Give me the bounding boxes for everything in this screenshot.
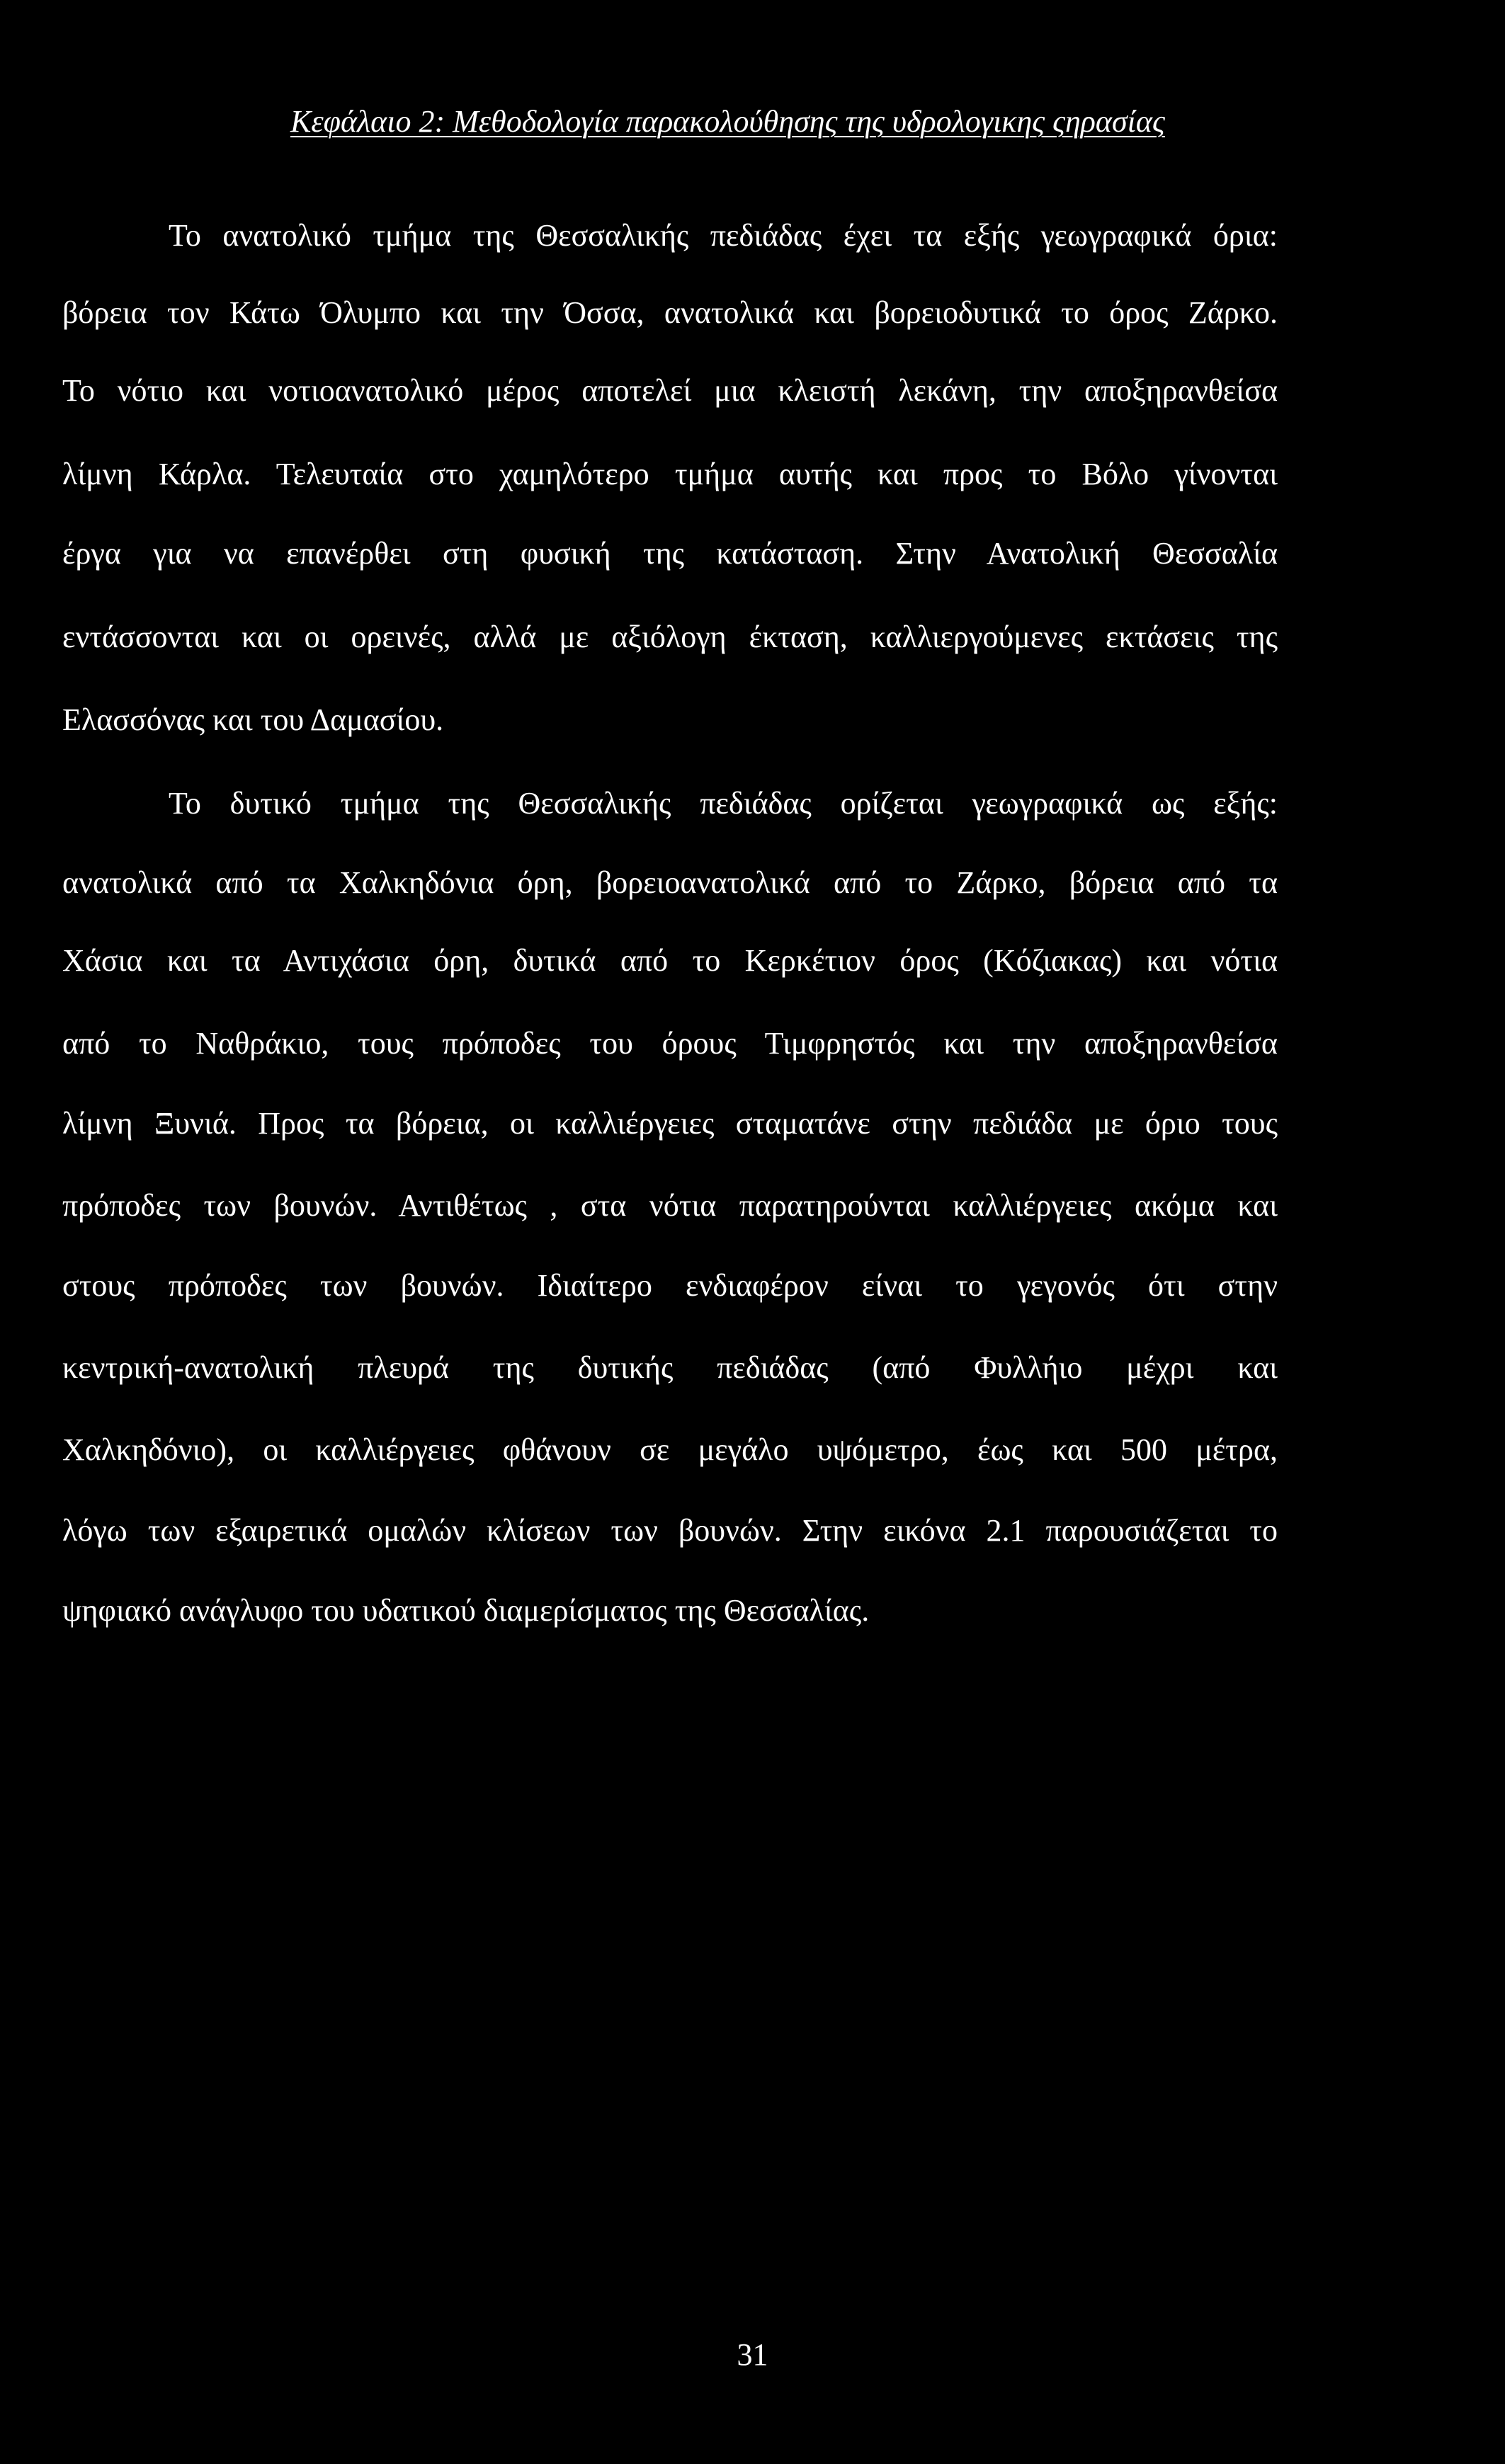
paragraph-line: Ελασσόνας και του Δαμασίου. — [62, 702, 444, 737]
paragraph-line: Το δυτικό τμήμα της Θεσσαλικής πεδιάδας ορίζεται γεωγραφικά ως εξής: — [169, 786, 1278, 821]
paragraph-line: λίμνη Κάρλα. Τελευταία στο χαμηλότερο τμήμα αυτής και προς το Βόλο γίνονται — [62, 457, 1278, 491]
paragraph-line: στους πρόποδες των βουνών. Ιδιαίτερο ενδιαφέρον είναι το γεγονός ότι στην — [62, 1268, 1278, 1303]
paragraph-line: πρόποδες των βουνών. Αντιθέτως , στα νότια παρατηρούνται καλλιέργειες ακόμα και — [62, 1188, 1278, 1223]
paragraph-line: ψηφιακό ανάγλυφο του υδατικού διαμερίσματος της Θεσσαλίας. — [62, 1593, 870, 1628]
paragraph-line: Χάσια και τα Αντιχάσια όρη, δυτικά από το Κερκέτιον όρος (Κόζιακας) και νότια — [62, 943, 1278, 978]
paragraph-line: Το νότιο και νοτιοανατολικό μέρος αποτελεί μια κλειστή λεκάνη, την αποξηρανθείσα — [62, 373, 1278, 408]
paragraph-line: λόγω των εξαιρετικά ομαλών κλίσεων των βουνών. Στην εικόνα 2.1 παρουσιάζεται το — [62, 1513, 1278, 1548]
paragraph-line: κεντρική-ανατολική πλευρά της δυτικής πεδιάδας (από Φυλλήιο μέχρι και — [62, 1350, 1278, 1385]
paragraph-line: Χαλκηδόνιο), οι καλλιέργειες φθάνουν σε μεγάλο υψόμετρο, έως και 500 μέτρα, — [62, 1432, 1278, 1467]
paragraph-line: έργα για να επανέρθει στη φυσική της κατάσταση. Στην Ανατολική Θεσσαλία — [62, 536, 1278, 571]
paragraph-line: εντάσσονται και οι ορεινές, αλλά με αξιόλογη έκταση, καλλιεργούμενες εκτάσεις της — [62, 620, 1278, 654]
paragraph-line: βόρεια τον Κάτω Όλυμπο και την Όσσα, ανατολικά και βορειοδυτικά το όρος Ζάρκο. — [62, 295, 1278, 330]
paragraph-line: ανατολικά από τα Χαλκηδόνια όρη, βορειοανατολικά από το Ζάρκο, βόρεια από τα — [62, 865, 1278, 900]
paragraph-line: λίμνη Ξυνιά. Προς τα βόρεια, οι καλλιέργειες σταματάνε στην πεδιάδα με όριο τους — [62, 1106, 1278, 1141]
page-number: 31 — [737, 2337, 768, 2372]
paragraph-line: από το Ναθράκιο, τους πρόποδες του όρους Τιμφρηστός και την αποξηρανθείσα — [62, 1026, 1278, 1061]
paragraph-line: Το ανατολικό τμήμα της Θεσσαλικής πεδιάδας έχει τα εξής γεωγραφικά όρια: — [169, 218, 1278, 253]
chapter-header: Κεφάλαιο 2: Μεθοδολογία παρακολούθησης της υδρολογικης ςηρασίας — [290, 104, 1165, 139]
